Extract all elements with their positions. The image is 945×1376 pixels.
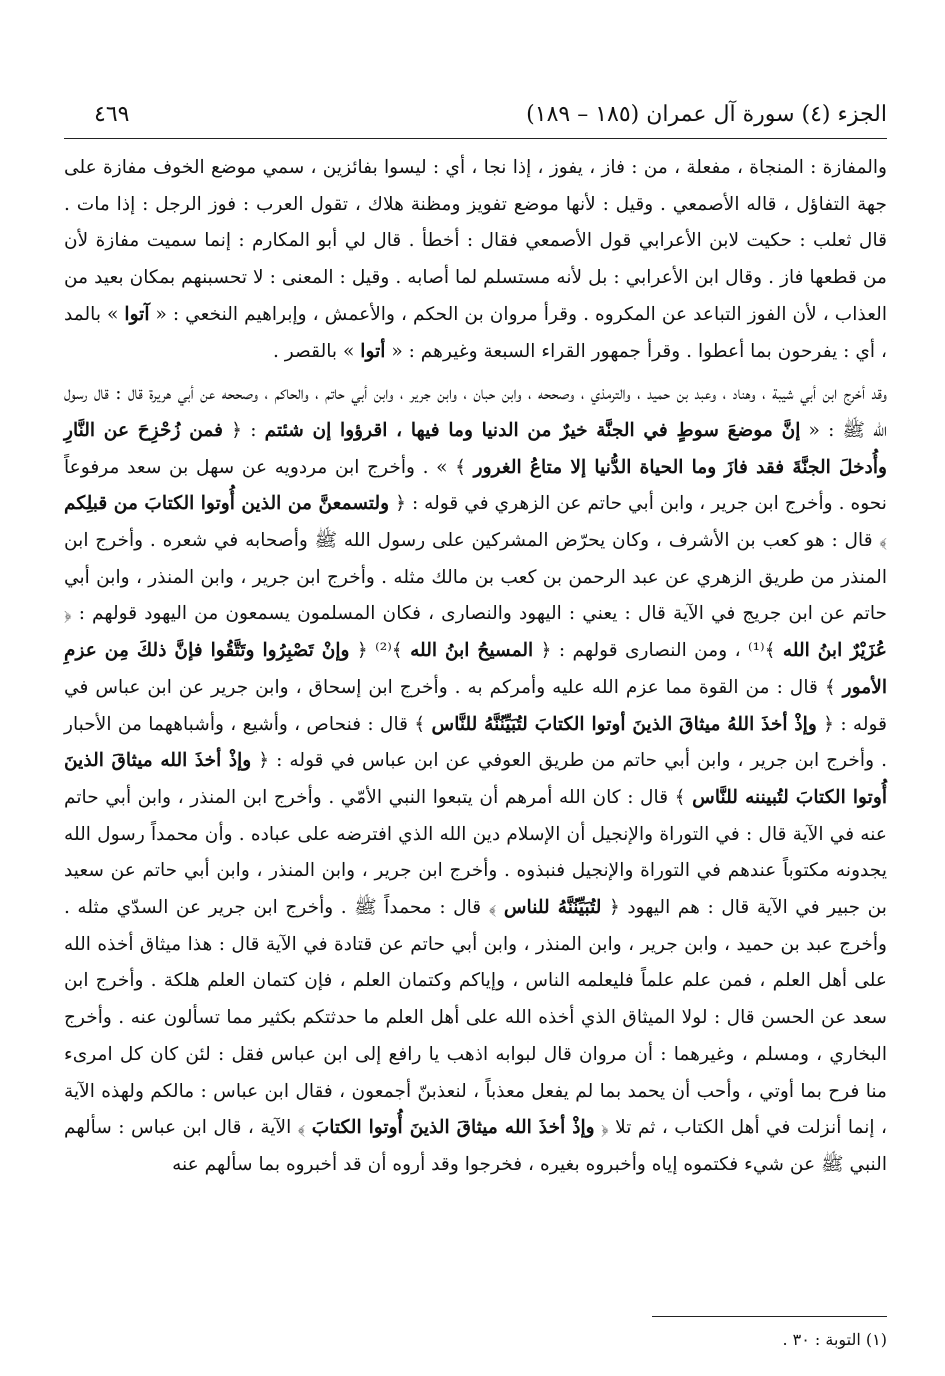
text-run: ﴾ قال : محمداً ﷺ . وأخرج ابن جرير عن السدّي مثله . وأخرج عبد بن حميد ، وابن جرير ، وابن المنذر ، وابن أبي حاتم عن قتادة في الآية قال : هذا ميثاق أخذه الله على أهل العلم ، فمن علم علماً فليعلمه الناس ، وإياكم وكتمان العلم ، فإن كتمان العلم هلكة . وأخرج ابن سعد عن الحسن قال : لولا الميثاق الذي أخذه الله على أهل العلم ما حدثتكم بكثير مما تسألون عنه . وأخرج البخاري ، ومسلم ، وغيرهما : أن مروان قال لبوابه اذهب يا رافع إلى ابن عباس فقل : لئن كان كل امرىء منا فرح بما أوتي ، وأحب أن يحمد بما لم يفعل معذباً ، لنعذبنّ أجمعون ، فقال ابن عباس : مالكم ولهذه الآية ، إنما أنزلت في أهل الكتاب ، ثم تلا ﴿ (64, 897, 888, 1139)
quoted-text: ولتسمعنَّ من الذين أُوتوا الكتابَ من قبلِكم (64, 493, 390, 515)
footnote-separator (652, 1316, 887, 1317)
quoted-text: إنَّ موضعَ سوطٍ في الجنَّة خيرٌ من الدنيا وما فيها ، اقرؤوا إن شئتم (264, 419, 801, 441)
quoted-text: وإذْ أخذَ الله ميثاقَ الذينَ أُوتوا الكتابَ لتُبيننه للنَّاس (64, 750, 887, 808)
text-run: ﴾ » . وأخرج ابن مردويه عن سهل بن سعد مرفوعاً نحوه . وأخرج ابن جرير ، وابن أبي حاتم عن الزهري في قوله : ﴿ (64, 456, 887, 515)
text-run: : ﴿ (223, 419, 265, 441)
page-number: ٤٦٩ (94, 102, 130, 127)
quoted-text: آتوا (124, 303, 150, 325)
quoted-text: عُزَيْرٌ ابنُ الله (782, 640, 888, 662)
running-title: الجزء (٤) سورة آل عمران (١٨٥ – ١٨٩) (526, 102, 887, 127)
quoted-text: وإنْ تَصْبِرُوا وتَتَّقُوا فإنَّ ذلكَ مِن عزمِ الأمور (64, 640, 887, 698)
text-run: » بالمد ، أي : يفرحون بما أعطوا . وقرأ جمهور القراء السبعة وغيرهم : « (64, 303, 887, 362)
quoted-text: وإذْ أخذَ اللهُ ميثاقَ الذينَ أوتوا الكتابَ لتُبَيِّنُنَّهُ للنَّاس (431, 713, 817, 735)
quoted-text: فمن زُحْزِحَ عن النَّارِ وأُدخلَ الجنَّةَ فقد فازَ وما الحياة الدُّنيا إلا متاعُ الغرور (64, 419, 887, 478)
text-run: ﴾ قال : كان الله أمرهم أن يتبعوا النبي الأمّي . وأخرج ابن المنذر ، وابن أبي حاتم عنه في الآية قال : في التوراة والإنجيل أن الإسلام دين الله الذي افترضه على عباده . وأن محمداً رسول الله يجدونه مكتوباً عندهم في التوراة والإنجيل فنبذوه . وأخرج ابن جرير ، وابن المنذر ، وابن أبي حاتم عن سعيد بن جبير في الآية قال : هم اليهود ﴿ (64, 786, 887, 919)
text-run: ﴾⁽¹⁾ ، ومن النصارى قولهم : ﴿ (533, 640, 783, 662)
text-run: » بالقصر . (272, 340, 361, 362)
paragraph (64, 376, 887, 1183)
text-run: والمفازة : المنجاة ، مفعلة ، من : فاز ، يفوز ، إذا نجا ، أي : ليسوا بفائزين ، سمي موضع الخوف مفازة على جهة التفاؤل ، قاله الأصمعي . وقيل : لأنها موضع تفويز ومظنة هلاك ، تقول العرب : فوز الرجل : إذا مات . قال ثعلب : حكيت لابن الأعرابي قول الأصمعي فقال : أخطأ . قال لي أبو المكارم : إنما سميت مفازة لأن من قطعها فاز . وقال ابن الأعرابي : بل لأنه مستسلم لما أصابه . وقيل : المعنى : لا تحسبنهم بمكان بعيد من العذاب ، لأن الفوز التباعد عن المكروه . وقرأ مروان بن الحكم ، والأعمش ، وإبراهيم النخعي : « (64, 157, 887, 325)
text-run: ﴾ الآية ، قال ابن عباس : سألهم النبي ﷺ عن شيء فكتموه إياه وأخبروه بغيره ، فخرجوا وقد أروه أن قد أخبروه بما سألهم عنه (64, 1117, 887, 1175)
quoted-text: أتوا (360, 340, 386, 362)
text-run: ﴾ قال : هو كعب بن الأشرف ، وكان يحرّض المشركين على رسول الله ﷺ وأصحابه في شعره . وأخرج ابن المنذر من طريق الزهري عن عبد الرحمن بن كعب بن مالك مثله . وأخرج ابن جرير ، وابن المنذر ، وابن أبي حاتم عن ابن جريج في الآية قال : يعني : اليهود والنصارى ، فكان المسلمون يسمعون من اليهود قولهم : ﴿ (64, 530, 887, 625)
text-run: ﴾⁽²⁾ ﴿ (349, 640, 411, 662)
footnote: (١) التوبة : ٣٠ . (782, 1330, 887, 1349)
quoted-text: المسيحُ ابنُ الله (410, 640, 534, 662)
quoted-text: وإذْ أخذَ الله ميثاقَ الذينَ أُوتوا الكتابَ (311, 1117, 595, 1139)
body-text (64, 150, 887, 1184)
quoted-text: لتُبَيِّنُنَّهُ للناس (503, 897, 602, 919)
paragraph (64, 150, 887, 370)
text-run: ﴾ قال : فنحاص ، وأشيع ، وأشباههما من الأحبار . وأخرج ابن جرير ، وابن أبي حاتم من طريق العوفي عن ابن عباس في قوله : ﴿ (64, 713, 887, 772)
text-run: ﴾ قال : من القوة مما عزم الله عليه وأمركم به . وأخرج ابن إسحاق ، وابن جرير عن ابن عباس في قوله : ﴿ (64, 676, 888, 735)
page-header (64, 98, 887, 139)
text-run: وقد أخرج ابن أبي شيبة ، وهناد ، وعبد بن حميد ، والترمذي ، وصححه ، وابن حبان ، وابن جرير ، وابن أبي حاتم ، والحاكم ، وصححه عن أبي هريرة قال : قال رسول الله ﷺ : « (64, 383, 887, 441)
